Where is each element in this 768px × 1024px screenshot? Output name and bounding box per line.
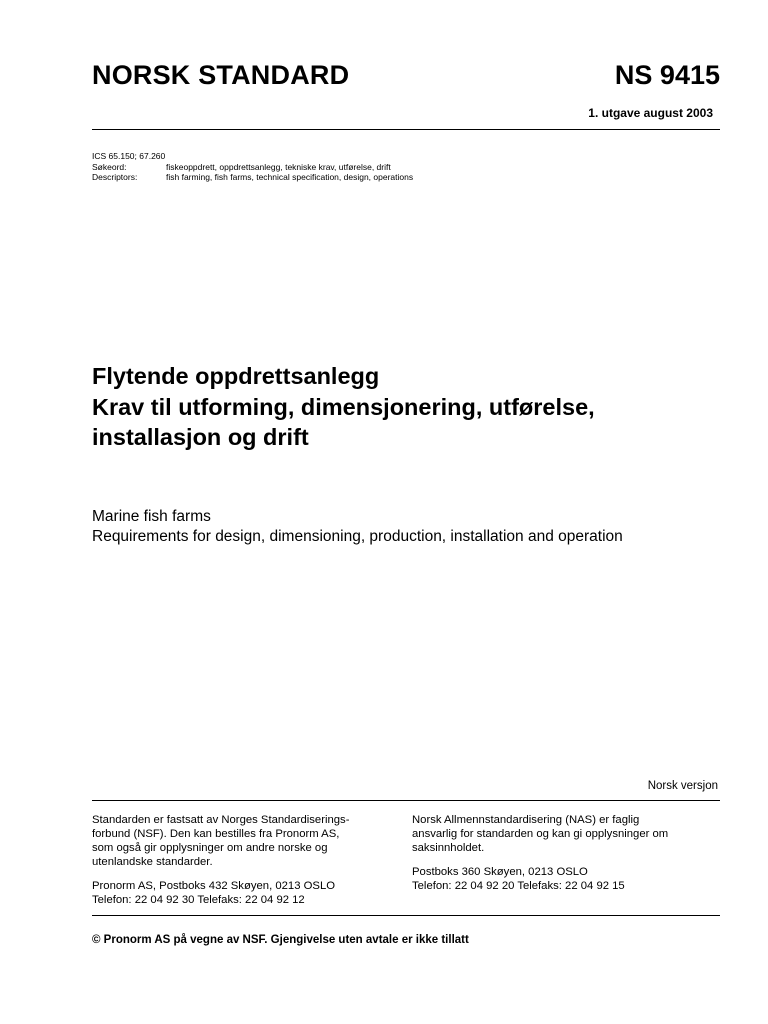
norwegian-title: [92, 361, 595, 453]
footer-right-text: Norsk Allmennstandardisering (NAS) er faglig ansvarlig for standarden og kan gi opplysninger om saksinnholdet.: [412, 814, 669, 854]
footer-left-address: Pronorm AS, Postboks 432 Skøyen, 0213 OSLO Telefon: 22 04 92 30 Telefaks: 22 04 92 12: [92, 880, 336, 906]
footer-left-column: [92, 813, 392, 907]
footer-top-divider: [92, 800, 720, 801]
header-divider: [92, 129, 720, 130]
footer-bottom-divider: [92, 915, 720, 916]
english-title: [92, 507, 623, 546]
metadata-block: [92, 151, 413, 183]
norwegian-title-line: Krav til utforming, dimensjonering, utførelse,: [92, 393, 595, 420]
english-title-line: Requirements for design, dimensioning, production, installation and operation: [92, 527, 623, 545]
descriptors-row: [92, 172, 413, 183]
copyright-notice: © Pronorm AS på vegne av NSF. Gjengivelse uten avtale er ikke tillatt: [92, 934, 469, 946]
keywords-label: Søkeord:: [92, 161, 127, 172]
version-label: Norsk versjon: [647, 780, 718, 792]
edition-label: 1. utgave august 2003: [588, 106, 713, 120]
footer-right-address: Postboks 360 Skøyen, 0213 OSLO Telefon: 22 04 92 20 Telefaks: 22 04 92 15: [412, 866, 625, 892]
ics-code: ICS 65.150; 67.260: [92, 151, 166, 161]
norwegian-title-line: installasjon og drift: [92, 424, 309, 450]
norwegian-title-line: Flytende oppdrettsanlegg: [92, 363, 380, 389]
standard-code: NS 9415: [614, 60, 720, 90]
footer-right-column: [412, 813, 720, 893]
keywords-row: [92, 162, 413, 173]
keywords-value: fiskeoppdrett, oppdrettsanlegg, tekniske krav, utførelse, drift: [166, 161, 391, 172]
footer-left-text: Standarden er fastsatt av Norges Standardiserings- forbund (NSF). Den kan bestilles fra Pronorm AS, som også gir opplysninger om andre norske og utenlandske standarder.: [92, 814, 350, 868]
english-title-line: Marine fish farms: [92, 508, 211, 525]
descriptors-label: Descriptors:: [92, 172, 138, 182]
standard-title: NORSK STANDARD: [92, 60, 350, 90]
descriptors-value: fish farming, fish farms, technical specification, design, operations: [166, 172, 414, 182]
